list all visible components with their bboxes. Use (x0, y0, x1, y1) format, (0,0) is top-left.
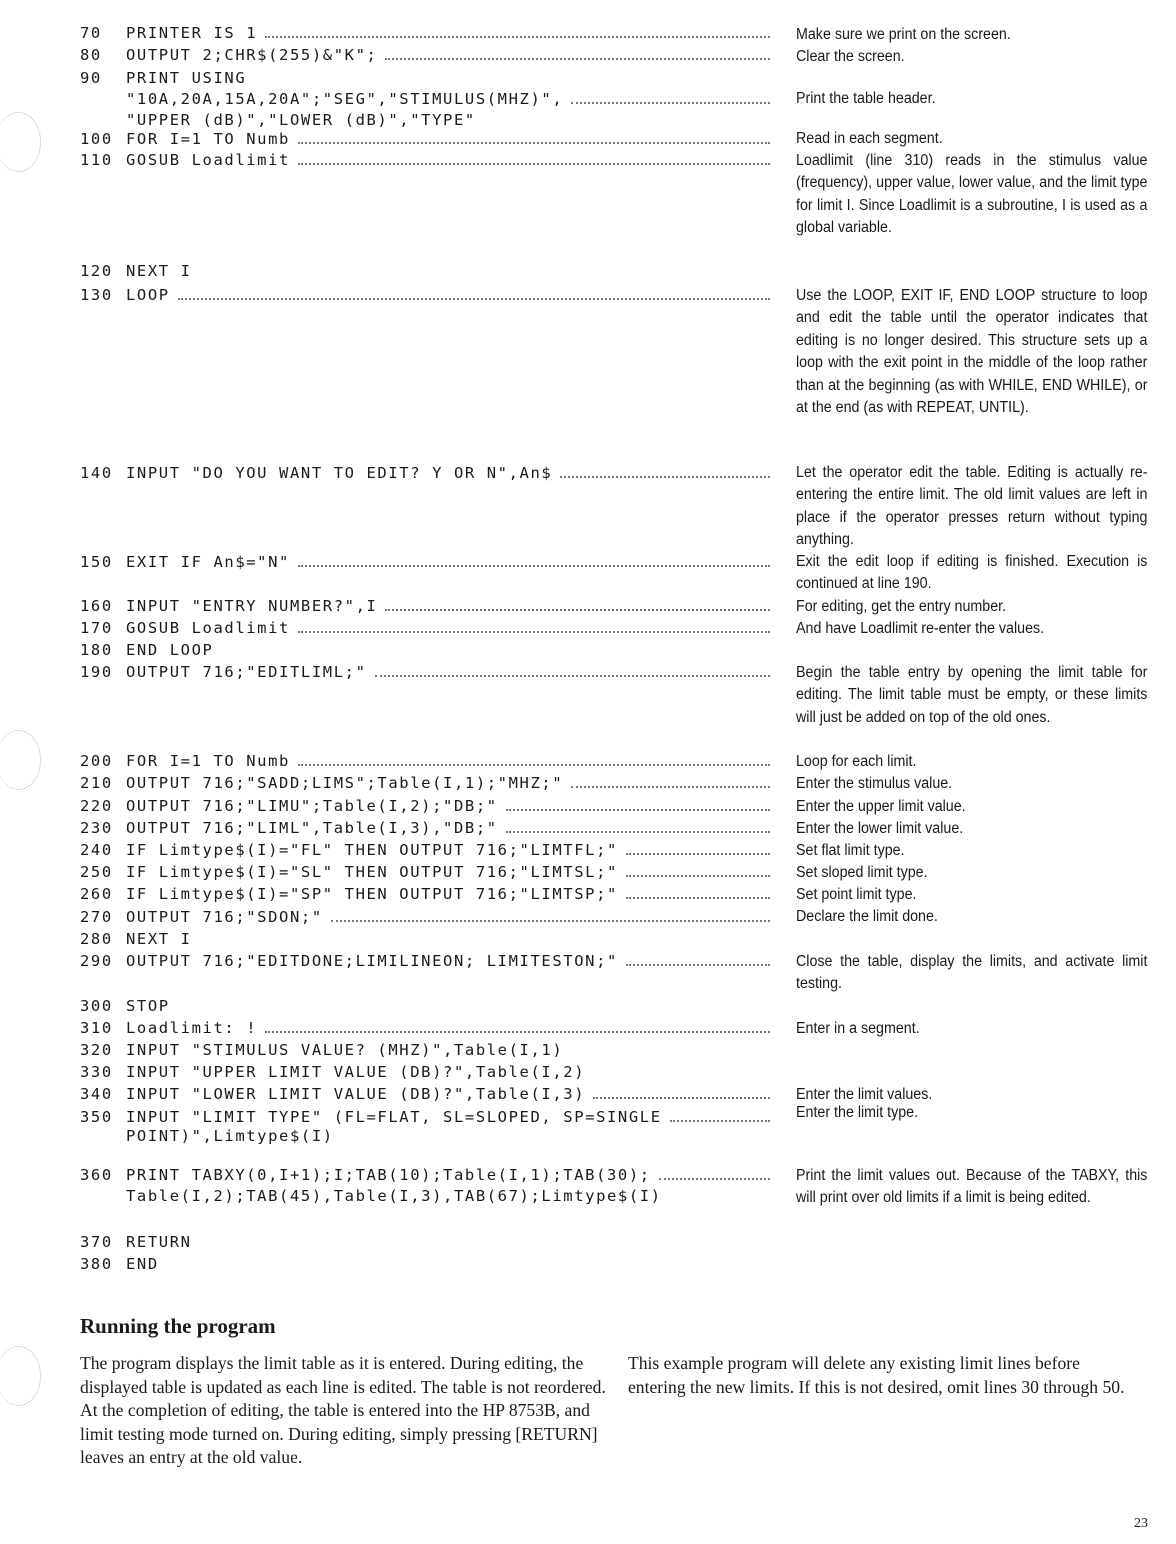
note: Loadlimit (line 310) reads in the stimulus value (frequency), upper value, lower value, and the limit type for limit I. Since Loadlimit is a subroutine, I is used as a global variable. (796, 152, 1148, 237)
note: Enter the limit values. (796, 1086, 933, 1103)
paragraph-left: The program displays the limit table as it is entered. During editing, the displayed table is updated as each line is edited. The table is not reordered. At the completion of editing, the table is entered into the HP 8753B, and limit testing mode turned on. During editing, simply pressing [RETURN] leaves an entry at the old value. (80, 1353, 606, 1468)
binder-hole-middle (0, 730, 41, 790)
program-line: 140 INPUT "DO YOU WANT TO EDIT? Y OR N",An$ (80, 464, 772, 482)
program-line: 120 NEXT I (80, 262, 192, 280)
note: Exit the edit loop if editing is finished. Execution is continued at line 190. (796, 553, 1148, 593)
program-line: 100 FOR I=1 TO Numb (80, 130, 772, 148)
note: Enter the stimulus value. (796, 775, 953, 792)
section-heading: Running the program (80, 1314, 276, 1338)
program-line: 370 RETURN (80, 1233, 192, 1251)
binder-hole-top (0, 112, 41, 172)
program-line: 110 GOSUB Loadlimit (80, 151, 772, 169)
program-line: 330 INPUT "UPPER LIMIT VALUE (DB)?",Table(I,2) (80, 1063, 586, 1081)
program-line: 170 GOSUB Loadlimit (80, 619, 772, 637)
program-line: "10A,20A,15A,20A";"SEG","STIMULUS(MHZ)", (80, 90, 772, 108)
page-number: 23 (1134, 1516, 1148, 1531)
note: Let the operator edit the table. Editing is actually re-entering the entire limit. The old limit values are left in place if the operator presses return without typing anything. (796, 464, 1148, 549)
program-line: 310 Loadlimit: ! (80, 1019, 772, 1037)
program-line: 260 IF Limtype$(I)="SP" THEN OUTPUT 716;"LIMTSP;" (80, 885, 772, 903)
note: Enter the upper limit value. (796, 798, 966, 815)
program-line: 320 INPUT "STIMULUS VALUE? (MHZ)",Table(I,1) (80, 1041, 564, 1059)
program-line: 150 EXIT IF An$="N" (80, 553, 772, 571)
program-line: 240 IF Limtype$(I)="FL" THEN OUTPUT 716;"LIMTFL;" (80, 841, 772, 859)
note: Set sloped limit type. (796, 864, 928, 881)
program-line: 190 OUTPUT 716;"EDITLIML;" (80, 663, 772, 681)
note: Loop for each limit. (796, 753, 917, 770)
program-line: 200 FOR I=1 TO Numb (80, 752, 772, 770)
note: Enter the lower limit value. (796, 820, 964, 837)
program-line: 90 PRINT USING (80, 69, 247, 87)
binder-hole-bottom (0, 1346, 41, 1406)
program-line: 340 INPUT "LOWER LIMIT VALUE (DB)?",Table(I,3) (80, 1085, 772, 1103)
note: And have Loadlimit re-enter the values. (796, 620, 1045, 637)
program-line: 300 STOP (80, 997, 170, 1015)
note: Print the limit values out. Because of the TABXY, this will print over old limits if a limit is being edited. (796, 1167, 1148, 1207)
program-line: 250 IF Limtype$(I)="SL" THEN OUTPUT 716;"LIMTSL;" (80, 863, 772, 881)
program-line: 220 OUTPUT 716;"LIMU";Table(I,2);"DB;" (80, 797, 772, 815)
note: Enter the limit type. (796, 1104, 919, 1121)
program-line: Table(I,2);TAB(45),Table(I,3),TAB(67);Limtype$(I) (126, 1187, 662, 1205)
program-line: 280 NEXT I (80, 930, 192, 948)
note: Make sure we print on the screen. (796, 26, 1011, 43)
note: Use the LOOP, EXIT IF, END LOOP structure to loop and edit the table until the operator indicates that editing is no longer desired. This structure sets up a loop with the exit point in the middle of the loop rather than at the beginning (as with WHILE, END WHILE), or at the end (as with REPEAT, UNTIL). (796, 287, 1148, 417)
program-line: 70 PRINTER IS 1 (80, 24, 772, 42)
program-line: 160 INPUT "ENTRY NUMBER?",I (80, 597, 772, 615)
note: Close the table, display the limits, and activate limit testing. (796, 953, 1148, 993)
program-line: 350 INPUT "LIMIT TYPE" (FL=FLAT, SL=SLOPED, SP=SINGLE (80, 1108, 772, 1126)
note: Set point limit type. (796, 886, 917, 903)
program-line: 130 LOOP (80, 286, 772, 304)
paragraph-right: This example program will delete any existing limit lines before entering the new limits. If this is not desired, omit lines 30 through 50. (628, 1353, 1125, 1397)
note: Set flat limit type. (796, 842, 905, 859)
note: Clear the screen. (796, 48, 905, 65)
program-line: 290 OUTPUT 716;"EDITDONE;LIMILINEON; LIMITESTON;" (80, 952, 772, 970)
program-line: 360 PRINT TABXY(0,I+1);I;TAB(10);Table(I,1);TAB(30); (80, 1166, 772, 1184)
program-line: 380 END (80, 1255, 159, 1273)
program-line: 180 END LOOP (80, 641, 214, 659)
note: Print the table header. (796, 90, 936, 107)
note: Begin the table entry by opening the limit table for editing. The limit table must be empty, or these limits will just be added on top of the old ones. (796, 664, 1148, 726)
program-line: 80 OUTPUT 2;CHR$(255)&"K"; (80, 46, 772, 64)
program-line: 230 OUTPUT 716;"LIML",Table(I,3),"DB;" (80, 819, 772, 837)
note: Read in each segment. (796, 130, 943, 147)
note: Enter in a segment. (796, 1020, 920, 1037)
note: Declare the limit done. (796, 908, 938, 925)
program-line: "UPPER (dB)","LOWER (dB)","TYPE" (126, 111, 476, 129)
note: For editing, get the entry number. (796, 598, 1007, 615)
program-line: POINT)",Limtype$(I) (126, 1127, 334, 1145)
program-line: 270 OUTPUT 716;"SDON;" (80, 908, 772, 926)
program-line: 210 OUTPUT 716;"SADD;LIMS";Table(I,1);"MHZ;" (80, 774, 772, 792)
